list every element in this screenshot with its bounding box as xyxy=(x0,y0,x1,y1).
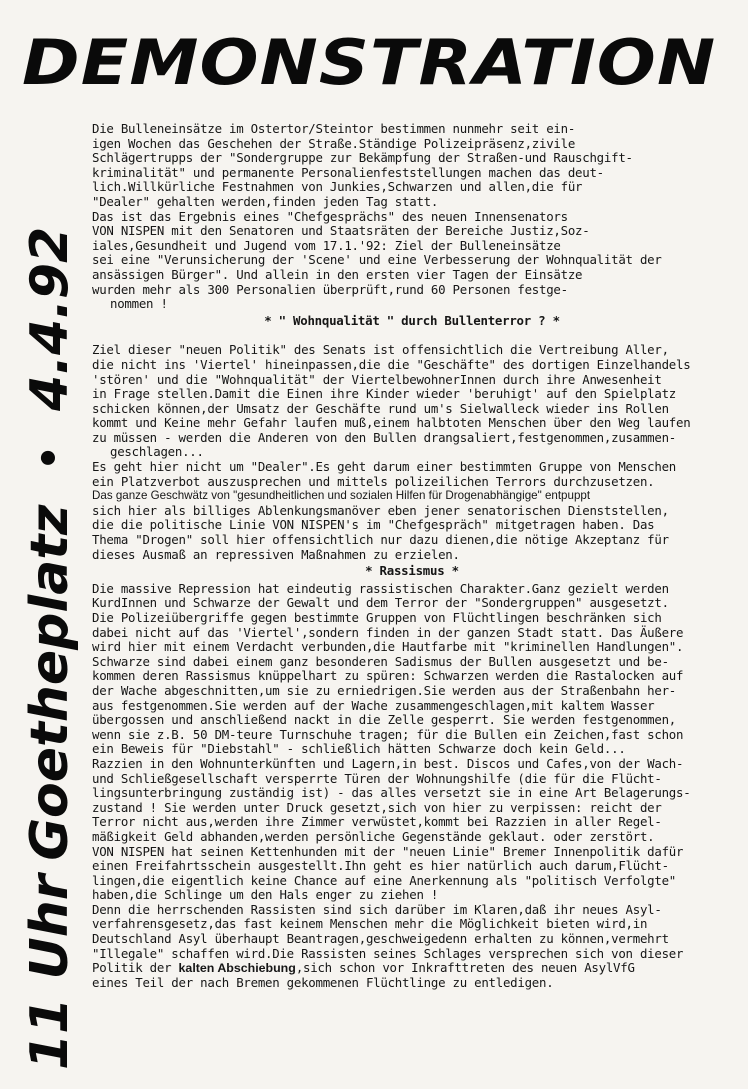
text-line: "Illegale" schaffen wird.Die Rassisten seines Schlages versprechen sich von dieser xyxy=(92,945,684,961)
text-line: Das ist das Ergebnis eines "Chefgesprächs" des neuen Innensenators xyxy=(92,208,568,224)
text-line: in Frage stellen.Damit die Einen ihre Kinder wieder 'beruhigt' auf den Spielplatz xyxy=(92,386,676,402)
text-line: Schlägertrupps der "Sondergruppe zur Bekämpfung der Straßen-und Rauschgift- xyxy=(92,150,633,166)
text-line: lingen,die eigentlich keine Chance auf eine Anerkennung als "politisch Verfolgte" xyxy=(92,872,676,888)
paragraph-2 xyxy=(92,343,732,562)
text-line: 'stören' und die "Wohnqualität" der ViertelbewohnerInnen durch ihre Anwesenheit xyxy=(92,371,662,387)
text-line: Thema "Drogen" soll hier offensichtlich nur dazu dienen,die nötige Akzeptanz für xyxy=(92,532,669,548)
text-line: mäßigkeit Geld abhanden,werden persönliche Gegenstände geklaut. oder zerstört. xyxy=(92,828,655,844)
text-line: einen Freifahrtsschein ausgestellt.Ihn geht es hier natürlich auch darum,Flücht- xyxy=(92,858,669,874)
paragraph-3 xyxy=(92,582,732,991)
text-line: die die politische Linie VON NISPEN's im "Chefgespräch" mitgetragen haben. Das xyxy=(92,517,655,533)
text-line: Das ganze Geschwätz von "gesundheitlichen und sozialen Hilfen für Drogenabhängige" entpuppt xyxy=(92,489,591,503)
text-line: zustand ! Sie werden unter Druck gesetzt,sich von hier zu verpissen: reicht der xyxy=(92,799,662,815)
text-line: Terror nicht aus,werden ihre Zimmer verwüstet,kommt bei Razzien in aller Regel- xyxy=(92,814,662,830)
text-span: ,sich schon vor Inkrafttreten des neuen AsylVfG xyxy=(295,960,635,976)
text-line: iales,Gesundheit und Jugend vom 17.1.'92: Ziel der Bulleneinsätze xyxy=(92,237,561,253)
text-line: und Schließgesellschaft versperrte Türen der Wohnungshilfe (die für die Flücht- xyxy=(92,770,662,786)
text-line: VON NISPEN hat seinen Kettenhunden mit der "neuen Linie" Bremer Innenpolitik dafür xyxy=(92,843,684,859)
side-banner xyxy=(15,110,85,1070)
event-time: 11 Uhr xyxy=(20,874,80,1070)
text-line: zu müssen - werden die Anderen von den Bullen drangsaliert,festgenommen,zusammen- xyxy=(92,429,676,445)
text-line: Denn die herrschenden Rassisten sind sich darüber im Klaren,daß ihr neues Asyl- xyxy=(92,901,662,917)
text-line: die nicht ins 'Viertel' hineinpassen,die die "Geschäfte" des dortigen Einzelhandels xyxy=(92,356,691,372)
bullet-separator: • xyxy=(27,444,73,471)
emphasis-kalte-abschiebung: kalten Abschiebung xyxy=(178,961,296,976)
text-line: ein Beweis für "Diebstahl" - schließlich hätten Schwarze doch kein Geld... xyxy=(92,741,626,757)
text-line: sich hier als billiges Ablenkungsmanöver eben jener senatorischen Dienststellen, xyxy=(92,502,669,518)
text-line: Die Polizeiübergriffe gegen bestimmte Gruppen von Flüchtlingen beschränken sich xyxy=(92,610,662,625)
event-place: Goetheplatz xyxy=(20,504,80,861)
text-line-emphasis xyxy=(92,961,732,976)
text-span: Politik der xyxy=(92,960,179,976)
text-line: dieses Ausmaß an repressiven Maßnahmen zu erzielen. xyxy=(92,546,460,562)
text-line: lich.Willkürliche Festnahmen von Junkies,Schwarzen und allen,die für xyxy=(92,179,583,195)
text-line: VON NISPEN mit den Senatoren und Staatsräten der Bereiche Justiz,Soz- xyxy=(92,223,590,239)
text-line: verfahrensgesetz,das fast keinem Menschen mehr die Möglichkeit bieten wird,in xyxy=(92,916,648,932)
text-line: der Wache abgeschnitten,um sie zu erniedrigen.Sie werden aus der Straßenbahn her- xyxy=(92,682,676,698)
event-date: 4.4.92 xyxy=(20,226,80,411)
section-heading-rassismus: * Rassismus * xyxy=(365,563,459,579)
text-line: haben,die Schlinge um den Hals enger zu ziehen ! xyxy=(92,887,439,903)
text-line: Die massive Repression hat eindeutig rassistischen Charakter.Ganz gezielt werden xyxy=(92,580,669,596)
text-line: igen Wochen das Geschehen der Straße.Ständige Polizeipräsenz,zivile xyxy=(92,135,576,151)
text-line: kommen deren Rassismus knüppelhart zu spüren: Schwarzen werden die Rastalocken auf xyxy=(92,668,684,684)
text-line: ansässigen Bürger". Und allein in den ersten vier Tagen der Einsätze xyxy=(92,266,583,282)
text-line: lingsunterbringung zuständig ist) - das alles versetzt sie in eine Art Belagerungs- xyxy=(92,785,691,801)
headline-demonstration: DEMONSTRATION xyxy=(22,26,717,99)
text-line: Deutschland Asyl überhaupt Beantragen,geschweigedenn erhalten zu können,vermehrt xyxy=(92,931,669,947)
text-line: kommt und Keine mehr Gefahr laufen muß,einem halbtoten Menschen über den Weg laufen xyxy=(92,415,691,431)
section-heading-wohnqualitaet: * " Wohnqualität " durch Bullenterror ? * xyxy=(264,312,560,328)
text-line: Ziel dieser "neuen Politik" des Senats ist offensichtlich die Vertreibung Aller, xyxy=(92,342,669,358)
text-line: aus festgenommen.Sie werden auf der Wache zusammengeschlagen,mit kaltem Wasser xyxy=(92,697,655,713)
text-line: kriminalität" und permanente Personalienfeststellungen machen das deut- xyxy=(92,164,604,180)
text-line: übergossen und anschließend nackt in die Zelle gesperrt. Sie werden festgenommen, xyxy=(92,712,676,728)
text-line: sei eine "Verunsicherung der 'Scene' und eine Verbesserung der Wohnqualität der xyxy=(92,252,662,268)
text-line: "Dealer" gehalten werden,finden jeden Tag statt. xyxy=(92,193,439,209)
text-line: geschlagen... xyxy=(110,444,204,460)
text-line: Schwarze sind dabei einem ganz besonderen Sadismus der Bullen ausgesetzt und be- xyxy=(92,653,669,669)
text-line: KurdInnen und Schwarze der Gewalt und dem Terror der "Sondergruppen" ausgesetzt. xyxy=(92,595,669,611)
text-line: Die Bulleneinsätze im Ostertor/Steintor bestimmen nunmehr seit ein- xyxy=(92,121,576,136)
text-line: schicken können,der Umsatz der Geschäfte rund um's Sielwalleck wieder ins Rollen xyxy=(92,400,669,416)
text-line: wenn sie z.B. 50 DM-teure Turnschuhe tragen; für die Bullen ein Zeichen,fast schon xyxy=(92,726,684,742)
text-line: ein Platzverbot auszusprechen und mittels polizeilichen Terrors durchzusetzen. xyxy=(92,473,655,489)
text-line: eines Teil der nach Bremen gekommenen Flüchtlinge zu entledigen. xyxy=(92,974,554,990)
text-line: dabei nicht auf das 'Viertel',sondern finden in der ganzen Stadt statt. Das Äußere xyxy=(92,624,684,640)
text-line: nommen ! xyxy=(110,296,168,312)
text-line: Razzien in den Wohnunterkünften und Lagern,in best. Discos und Cafes,von der Wach- xyxy=(92,755,684,771)
text-line: wird hier mit einem Verdacht verbunden,die Hautfarbe mit "kriminellen Handlungen". xyxy=(92,639,684,655)
paragraph-1 xyxy=(92,122,732,312)
body-text xyxy=(92,122,732,990)
text-line: wurden mehr als 300 Personalien überprüft,rund 60 Personen festge- xyxy=(92,281,568,297)
text-line: Es geht hier nicht um "Dealer".Es geht darum einer bestimmten Gruppe von Menschen xyxy=(92,459,676,475)
